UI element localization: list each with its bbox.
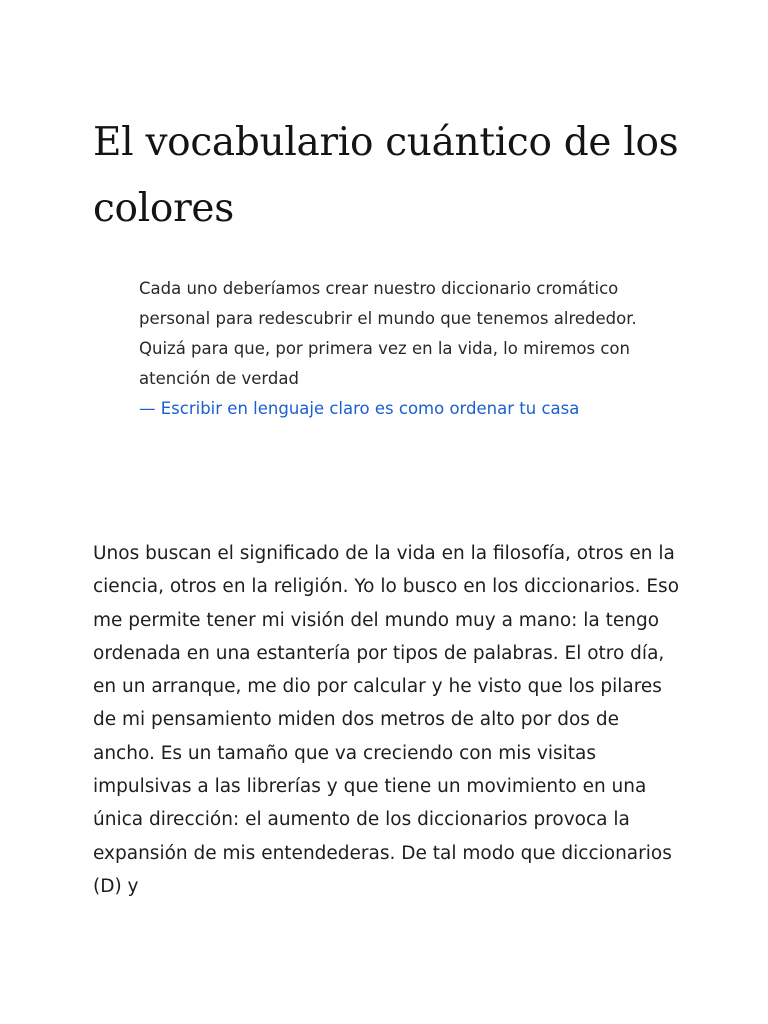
quote-text: Cada uno deberíamos crear nuestro diccionario cromático personal para redescubrir el mundo que tenemos alrededor. Quizá para que, por primera vez en la vida, lo miremos con atención de verdad xyxy=(139,279,637,388)
article-title: El vocabulario cuántico de los colores xyxy=(93,120,679,231)
article xyxy=(93,110,683,903)
pull-quote xyxy=(139,274,679,424)
article-body-paragraph: Unos buscan el significado de la vida en la filosofía, otros en la ciencia, otros en la religión. Yo lo busco en los diccionarios. Eso me permite tener mi visión del mundo muy a mano: la tengo ordenada en una estantería por tipos de palabras. El otro día, en un arranque, me dio por calcular y he visto que los pilares de mi pensamiento miden dos metros de alto por dos de ancho. Es un tamaño que va creciendo con mis visitas impulsivas a las librerías y que tiene un movimiento en una única dirección: el aumento de los diccionarios provoca la expansión de mis entendederas. De tal modo que diccionarios (D) y xyxy=(93,543,680,897)
quote-source-link[interactable]: — Escribir en lenguaje claro es como ordenar tu casa xyxy=(139,399,580,418)
